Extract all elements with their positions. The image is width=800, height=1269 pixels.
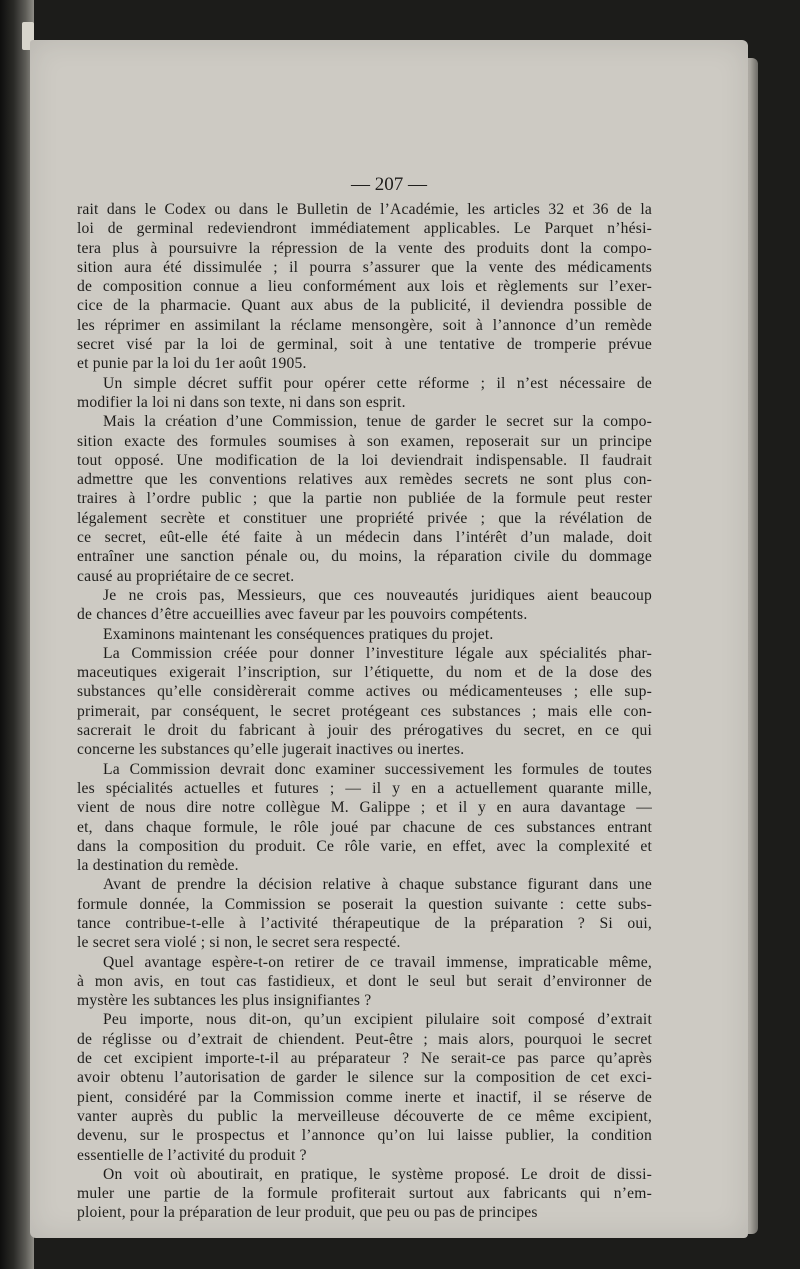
text-line: à mon avis, en tout cas fastidieux, et dont le seul but serait d’environner de — [77, 972, 652, 990]
text-line: ploient, pour la préparation de leur produit, que peu ou pas de principes — [77, 1204, 538, 1222]
text-line: de réglisse ou d’extrait de chiendent. Peut-être ; mais alors, pourquoi le secret — [77, 1030, 652, 1048]
page-body-text — [77, 200, 652, 1223]
paragraph — [77, 1010, 652, 1164]
text-line: Un simple décret suffit pour opérer cette réforme ; il n’est nécessaire de — [103, 374, 652, 392]
text-line: tera plus à poursuivre la répression de la vente des produits dont la compo- — [77, 239, 652, 257]
page-number: — 207 — — [351, 174, 427, 195]
text-line: dans la composition du produit. Ce rôle varie, en effet, avec la complexité et — [77, 837, 652, 855]
text-line: tout opposé. Une modification de la loi deviendrait indispensable. Il faudrait — [77, 451, 652, 469]
text-line: secret visé par la loi de germinal, soit à une tentative de tromperie prévue — [77, 336, 652, 354]
text-line: tance contribue-t-elle à l’activité thérapeutique de la préparation ? Si oui, — [77, 914, 652, 932]
text-line: pient, considéré par la Commission comme inerte et inactif, il se réserve de — [77, 1088, 652, 1106]
text-line: et punie par la loi du 1er août 1905. — [77, 355, 307, 373]
text-line: la destination du remède. — [77, 857, 239, 875]
book-binding-edge — [0, 0, 34, 1269]
text-line: formule donnée, la Commission se poserait la question suivante : cette subs- — [77, 895, 652, 913]
text-line: substances qu’elle considèrerait comme actives ou médicamenteuses ; elle sup- — [77, 683, 652, 701]
text-line: sition aura été dissimulée ; il pourra s’assurer que la vente des médicaments — [77, 258, 652, 276]
paragraph — [77, 760, 652, 876]
text-line: mystère les subtances les plus insignifiantes ? — [77, 992, 372, 1010]
text-line: le secret sera violé ; si non, le secret sera respecté. — [77, 934, 401, 952]
text-line: admettre que les conventions relatives aux remèdes secrets ne sont plus con- — [77, 471, 652, 489]
text-line: rait dans le Codex ou dans le Bulletin de l’Académie, les articles 32 et 36 de la — [77, 201, 652, 218]
text-line: essentielle de l’activité du produit ? — [77, 1146, 307, 1164]
text-line: de chances d’être accueillies avec faveur par les pouvoirs compétents. — [77, 606, 528, 624]
text-line: maceutiques exigerait l’inscription, sur l’étiquette, du nom et de la dose des — [77, 664, 652, 682]
text-line: ce secret, eût-elle été faite à un médecin dans l’intérêt d’un malade, doit — [77, 529, 652, 547]
text-line: traires à l’ordre public ; que la partie non publiée de la formule peut rester — [77, 490, 652, 508]
text-line: concerne les substances qu’elle jugerait inactives ou inertes. — [77, 741, 465, 759]
text-line: devenu, sur le prospectus et l’annonce qu’on lui laisse publier, la condition — [77, 1127, 652, 1145]
text-line: vanter auprès du public la merveilleuse découverte de ce même excipient, — [77, 1107, 652, 1125]
paragraph — [77, 625, 652, 644]
paragraph — [77, 586, 652, 625]
text-line: On voit où aboutirait, en pratique, le système proposé. Le droit de dissi- — [103, 1165, 652, 1183]
paragraph — [77, 1165, 652, 1223]
text-line: vient de nous dire notre collègue M. Galippe ; et il y en aura davantage — — [77, 799, 652, 817]
text-line: primerait, par conséquent, le secret protégeant ces substances ; mais elle con- — [77, 702, 652, 720]
text-line: Peu importe, nous dit-on, qu’un excipient pilulaire soit composé d’extrait — [103, 1011, 652, 1029]
text-line: La Commission créée pour donner l’investiture légale aux spécialités phar- — [103, 644, 652, 662]
paragraph — [77, 644, 652, 760]
paragraph — [77, 200, 652, 374]
text-line: cice de la pharmacie. Quant aux abus de la publicité, il deviendra possible de — [77, 297, 652, 315]
paragraph — [77, 412, 652, 586]
text-line: Mais la création d’une Commission, tenue de garder le secret sur la compo- — [103, 413, 652, 431]
text-line: Quel avantage espère-t-on retirer de ce travail immense, impraticable même, — [103, 953, 652, 971]
text-line: Je ne crois pas, Messieurs, que ces nouveautés juridiques aient beaucoup — [103, 586, 652, 604]
text-line: muler une partie de la formule profiterait surtout aux fabricants qui n’em- — [77, 1185, 652, 1203]
text-line: Avant de prendre la décision relative à chaque substance figurant dans une — [103, 876, 652, 894]
book-page — [30, 40, 748, 1238]
text-line: les spécialités actuelles et futures ; — il y en a actuellement quarante mille, — [77, 779, 652, 797]
text-line: modifier la loi ni dans son texte, ni dans son esprit. — [77, 393, 406, 411]
text-line: de cet excipient importe-t-il au préparateur ? Ne serait-ce pas parce qu’après — [77, 1050, 652, 1068]
text-line: les réprimer en assimilant la réclame mensongère, soit à l’annonce d’un remède — [77, 316, 652, 334]
text-line: La Commission devrait donc examiner successivement les formules de toutes — [103, 760, 652, 778]
text-line: avoir obtenu l’autorisation de garder le silence sur la composition de cet exci- — [77, 1069, 652, 1087]
paragraph — [77, 953, 652, 1011]
text-line: sacrerait le droit du fabricant à jouir des prérogatives du secret, en ce qui — [77, 722, 652, 740]
text-line: entraîner une sanction pénale ou, du moins, la réparation civile du dommage — [77, 548, 652, 566]
paragraph — [77, 875, 652, 952]
text-line: Examinons maintenant les conséquences pratiques du projet. — [103, 625, 494, 643]
text-line: causé au propriétaire de ce secret. — [77, 567, 295, 585]
text-line: et, dans chaque formule, le rôle joué par chacune de ces substances entrant — [77, 818, 652, 836]
text-line: loi de germinal redeviendront immédiatement applicables. Le Parquet n’hési- — [77, 220, 652, 238]
text-line: de composition connue a lieu conformément aux lois et règlements sur l’exer- — [77, 278, 652, 296]
text-line: légalement secrète et constituer une propriété privée ; que la révélation de — [77, 509, 652, 527]
text-line: sition exacte des formules soumises à son examen, reposerait sur un principe — [77, 432, 652, 450]
paragraph — [77, 374, 652, 413]
